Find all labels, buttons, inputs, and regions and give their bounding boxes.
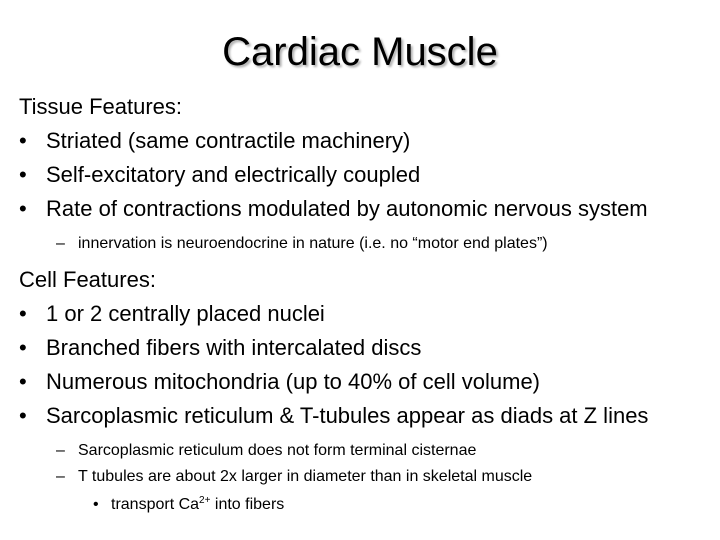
tissue-bullet-text: Self-excitatory and electrically coupled — [46, 162, 421, 187]
bullet-marker: • — [19, 196, 27, 221]
dash-marker: – — [56, 468, 65, 485]
tissue-sub-bullet — [19, 231, 719, 257]
tissue-bullet — [19, 124, 719, 158]
tissue-bullet-text: Striated (same contractile machinery) — [46, 128, 411, 153]
dash-marker: – — [56, 235, 65, 252]
cell-bullet-text: Branched fibers with intercalated discs — [46, 335, 422, 360]
tissue-bullet — [19, 158, 719, 192]
bullet-marker: • — [93, 496, 99, 513]
tissue-features-heading: Tissue Features: — [19, 94, 183, 119]
cell-bullet — [19, 365, 719, 399]
cell-sub-bullet — [19, 464, 719, 490]
cell-bullet-text: Sarcoplasmic reticulum & T-tubules appear as diads at Z lines — [46, 403, 649, 428]
slide-title: Cardiac Muscle — [222, 30, 498, 74]
cell-sub-bullet-text: Sarcoplasmic reticulum does not form terminal cisternae — [78, 442, 477, 459]
dash-marker: – — [56, 442, 65, 459]
transport-text-end: into fibers — [210, 496, 285, 513]
bullet-marker: • — [19, 369, 27, 394]
cell-bullet — [19, 331, 719, 365]
bullet-marker: • — [19, 403, 27, 428]
cell-bullet — [19, 297, 719, 331]
cell-sub-bullet — [19, 438, 719, 464]
bullet-marker: • — [19, 128, 27, 153]
bullet-marker: • — [19, 162, 27, 187]
cell-bullet-text: Numerous mitochondria (up to 40% of cell volume) — [46, 369, 541, 394]
tissue-sub-bullet-text: innervation is neuroendocrine in nature (i.e. no “motor end plates”) — [78, 235, 548, 252]
cell-sub-bullet-text: T tubules are about 2x larger in diameter than in skeletal muscle — [78, 468, 533, 485]
transport-text: transport Ca — [111, 496, 200, 513]
tissue-bullet-text: Rate of contractions modulated by autonomic nervous system — [46, 196, 648, 221]
cell-features-heading: Cell Features: — [19, 267, 156, 292]
slide-body — [19, 90, 719, 516]
calcium-charge-superscript: 2+ — [199, 495, 211, 506]
tissue-bullet — [19, 192, 719, 226]
cell-sub-sub-bullet — [19, 494, 719, 516]
cell-bullet-text: 1 or 2 centrally placed nuclei — [46, 301, 325, 326]
bullet-marker: • — [19, 335, 27, 360]
bullet-marker: • — [19, 301, 27, 326]
cell-bullet — [19, 399, 719, 433]
